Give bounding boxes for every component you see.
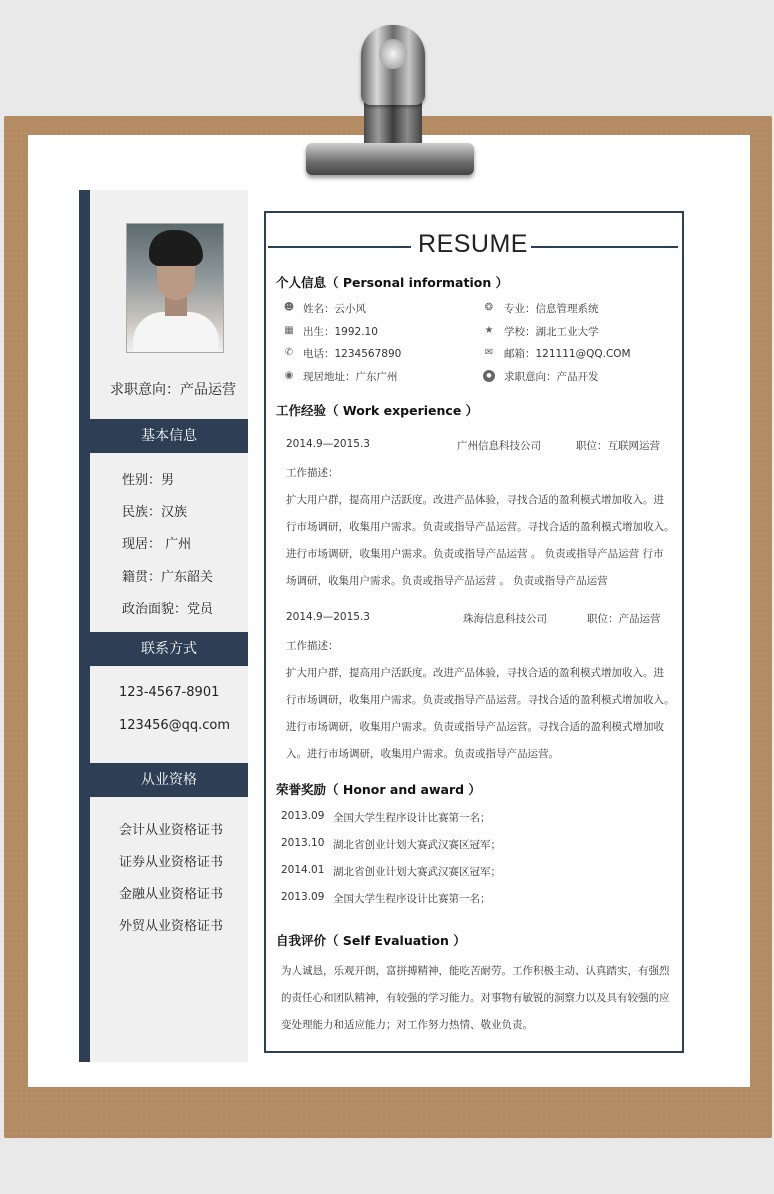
honor-date: 2013.09 [281,810,325,822]
basic-info-hometown: 籍贯：广东韶关 [122,570,214,585]
basic-info-ethnicity: 民族：汉族 [122,505,188,520]
job-description-line: 行市场调研，收集用户需求。负责或指导产品运营。寻找合适的盈利模式增加收入。 [286,694,675,706]
job-period: 2014.9—2015.3 [286,438,370,450]
certificates-heading: 从业资格 [90,763,248,797]
honor-date: 2014.01 [281,864,325,876]
mail-icon: ✉ [484,347,494,358]
honor-heading: 荣誉奖励（ Honor and award ） [276,782,481,797]
basic-info-political: 政治面貌：党员 [122,602,214,617]
certificate-item: 金融从业资格证书 [119,887,224,902]
certificate-item: 会计从业资格证书 [119,823,224,838]
honor-date: 2013.10 [281,837,325,849]
job-objective: 求职意向：产品运营 [110,382,236,398]
personal-objective: 求职意向：产品开发 [504,371,599,383]
job-description-line: 扩大用户群，提高用户活跃度。改进产品体验，寻找合适的盈利模式增加收入。进 [286,494,664,506]
basic-info-residence: 现居： 广州 [122,537,192,552]
personal-major: 专业：信息管理系统 [504,303,599,315]
job-description-line: 进行市场调研，收集用户需求。负责或指导产品运营。寻找合适的盈利模式增加收 [286,721,664,733]
job-icon: ● [483,370,495,382]
self-evaluation-heading: 自我评价（ Self Evaluation ） [276,933,466,948]
contact-heading: 联系方式 [90,632,248,666]
profile-photo [126,223,224,353]
job-description-line: 进行市场调研，收集用户需求。负责或指导产品运营 。 负责或指导产品运营 行市 [286,548,664,560]
job-company: 广州信息科技公司 [457,440,541,452]
job-description-label: 工作描述： [286,640,339,652]
job-company: 珠海信息科技公司 [463,613,547,625]
job-description-label: 工作描述： [286,467,339,479]
honor-date: 2013.09 [281,891,325,903]
certificate-item: 外贸从业资格证书 [119,919,224,934]
basic-info-heading: 基本信息 [90,419,248,453]
job-position: 职位：产品运营 [587,613,661,625]
personal-info-heading: 个人信息（ Personal information ） [276,275,509,290]
personal-email: 邮箱：121111@QQ.COM [504,348,631,360]
personal-school: 学校：湖北工业大学 [504,326,599,338]
work-experience-heading: 工作经验（ Work experience ） [276,403,479,418]
job-description-line: 入。进行市场调研，收集用户需求。负责或指导产品运营。 [286,748,559,760]
honor-text: 湖北省创业计划大赛武汉赛区冠军； [333,839,501,851]
honor-text: 全国大学生程序设计比赛第一名； [333,893,491,905]
personal-phone: 电话：1234567890 [303,348,402,360]
job-position: 职位：互联网运营 [576,440,660,452]
job-description-line: 行市场调研，收集用户需求。负责或指导产品运营。寻找合适的盈利模式增加收入。 [286,521,675,533]
contact-email: 123456@qq.com [119,718,231,733]
job-period: 2014.9—2015.3 [286,611,370,623]
certificate-item: 证券从业资格证书 [119,855,224,870]
personal-birth: 出生：1992.10 [303,326,378,338]
honor-text: 全国大学生程序设计比赛第一名； [333,812,491,824]
school-icon: ★ [484,325,494,336]
location-icon: ◉ [284,370,294,381]
left-accent-bar [79,190,90,1062]
personal-name: 姓名：云小风 [303,303,366,315]
binder-clip [306,25,474,175]
personal-address: 现居地址：广东广州 [303,371,398,383]
self-evaluation-line: 为人诚恳，乐观开朗，富拼搏精神，能吃苦耐劳。工作积极主动、认真踏实，有强烈 [281,965,670,977]
job-description-line: 场调研，收集用户需求。负责或指导产品运营 。 负责或指导产品运营 [286,575,608,587]
basic-info-gender: 性别：男 [122,473,175,488]
honor-text: 湖北省创业计划大赛武汉赛区冠军； [333,866,501,878]
person-icon: ☻ [283,302,295,313]
compass-icon: ❂ [484,302,494,313]
resume-title: RESUME [418,230,528,258]
contact-phone: 123-4567-8901 [119,685,220,700]
phone-icon: ✆ [284,347,294,358]
calendar-icon: ▦ [284,325,294,336]
job-description-line: 扩大用户群，提高用户活跃度。改进产品体验，寻找合适的盈利模式增加收入。进 [286,667,664,679]
self-evaluation-line: 的责任心和团队精神，有较强的学习能力。对事物有敏锐的洞察力以及具有较强的应 [281,992,670,1004]
self-evaluation-line: 变处理能力和适应能力；对工作努力热情、敬业负责。 [281,1019,533,1031]
